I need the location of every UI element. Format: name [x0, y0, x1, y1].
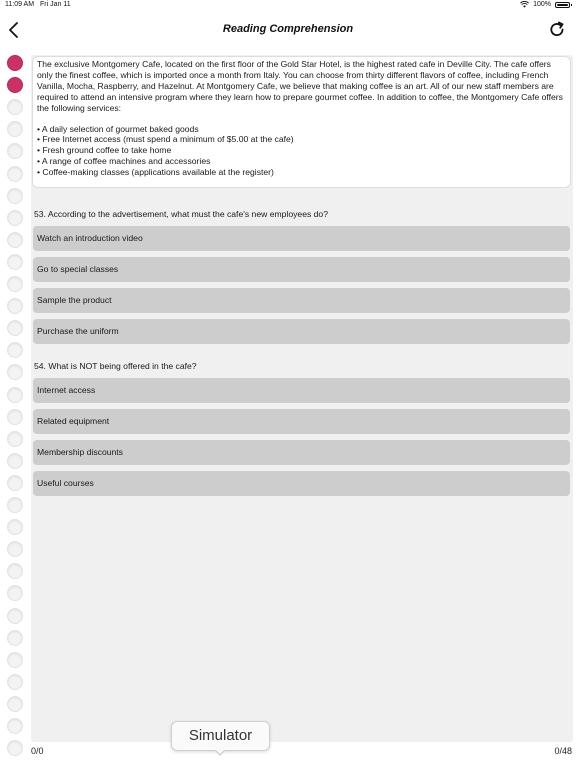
status-date: Fri Jan 11 [40, 1, 71, 8]
question-dot[interactable] [7, 453, 23, 469]
question-dot[interactable] [7, 99, 23, 115]
question-dot[interactable] [7, 608, 23, 624]
service-item: • Fresh ground coffee to take home [37, 145, 172, 156]
q53-option-3[interactable]: Sample the product [33, 288, 570, 313]
refresh-button[interactable] [548, 21, 566, 39]
question-dot[interactable] [7, 298, 23, 314]
question-dot[interactable] [7, 630, 23, 646]
question-dot[interactable] [7, 409, 23, 425]
status-bar [0, 0, 576, 12]
nav-bar [0, 12, 576, 48]
service-item: • Coffee-making classes (applications available at the register) [37, 167, 274, 178]
question-53-prompt: 53. According to the advertisement, what must the cafe's new employees do? [34, 209, 328, 219]
reading-passage [32, 56, 571, 188]
battery-percent: 100% [533, 1, 551, 8]
status-indicators [520, 1, 570, 8]
question-dot[interactable] [7, 166, 23, 182]
simulator-tooltip-arrow [214, 750, 226, 756]
service-item: • Free Internet access (must spend a minimum of $5.00 at the cafe) [37, 134, 294, 145]
question-dot[interactable] [7, 387, 23, 403]
service-item: • A range of coffee machines and accessories [37, 156, 211, 167]
services-list [37, 124, 566, 179]
question-dot[interactable] [7, 143, 23, 159]
question-dot[interactable] [7, 210, 23, 226]
question-dot[interactable] [7, 497, 23, 513]
q53-option-1[interactable]: Watch an introduction video [33, 226, 570, 251]
question-dot[interactable] [7, 232, 23, 248]
question-dot[interactable] [7, 121, 23, 137]
q54-option-3[interactable]: Membership discounts [33, 440, 570, 465]
refresh-icon [548, 21, 566, 39]
page-title: Reading Comprehension [222, 23, 354, 35]
question-dot[interactable] [7, 320, 23, 336]
service-item: • A daily selection of gourmet baked goods [37, 123, 199, 134]
battery-icon [555, 2, 570, 8]
question-dot[interactable] [7, 77, 23, 93]
question-54-prompt: 54. What is NOT being offered in the cafe? [34, 361, 197, 371]
question-dot[interactable] [7, 674, 23, 690]
question-dot[interactable] [7, 519, 23, 535]
question-dot[interactable] [7, 55, 23, 71]
question-dot[interactable] [7, 718, 23, 734]
question-dot[interactable] [7, 541, 23, 557]
question-dot[interactable] [7, 585, 23, 601]
q53-option-4[interactable]: Purchase the uniform [33, 319, 570, 344]
question-dot[interactable] [7, 342, 23, 358]
simulator-tooltip: Simulator [171, 721, 270, 751]
progress-left: 0/0 [31, 746, 44, 756]
wifi-icon [520, 1, 529, 8]
question-dot[interactable] [7, 188, 23, 204]
status-time: 11:09 AM [5, 1, 35, 8]
question-dot[interactable] [7, 254, 23, 270]
question-dot[interactable] [7, 431, 23, 447]
q53-option-2[interactable]: Go to special classes [33, 257, 570, 282]
q54-option-1[interactable]: Internet access [33, 378, 570, 403]
passage-text: The exclusive Montgomery Cafe, located on the first floor of the Gold Star Hotel, is the highest rated cafe in Deville City. The cafe offers only the finest coffee, which is imported once a month from Italy. You can choose from thirty different flavors of coffee, including French Vanilla, Mocha, Raspberry, and Hazelnut. At Montgomery Cafe, we believe that making coffee is an art. All of our new staff members are required to attend an intensive program where they learn how to prepare gourmet coffee. In addition to coffee, the Montgomery Cafe offers the following services: [37, 59, 563, 113]
q54-option-2[interactable]: Related equipment [33, 409, 570, 434]
question-dot[interactable] [7, 652, 23, 668]
question-dot[interactable] [7, 364, 23, 380]
question-dot[interactable] [7, 696, 23, 712]
question-dot[interactable] [7, 740, 23, 756]
q54-option-4[interactable]: Useful courses [33, 471, 570, 496]
question-dot[interactable] [7, 563, 23, 579]
question-dot[interactable] [7, 475, 23, 491]
progress-right: 0/48 [554, 746, 572, 756]
question-dot[interactable] [7, 276, 23, 292]
